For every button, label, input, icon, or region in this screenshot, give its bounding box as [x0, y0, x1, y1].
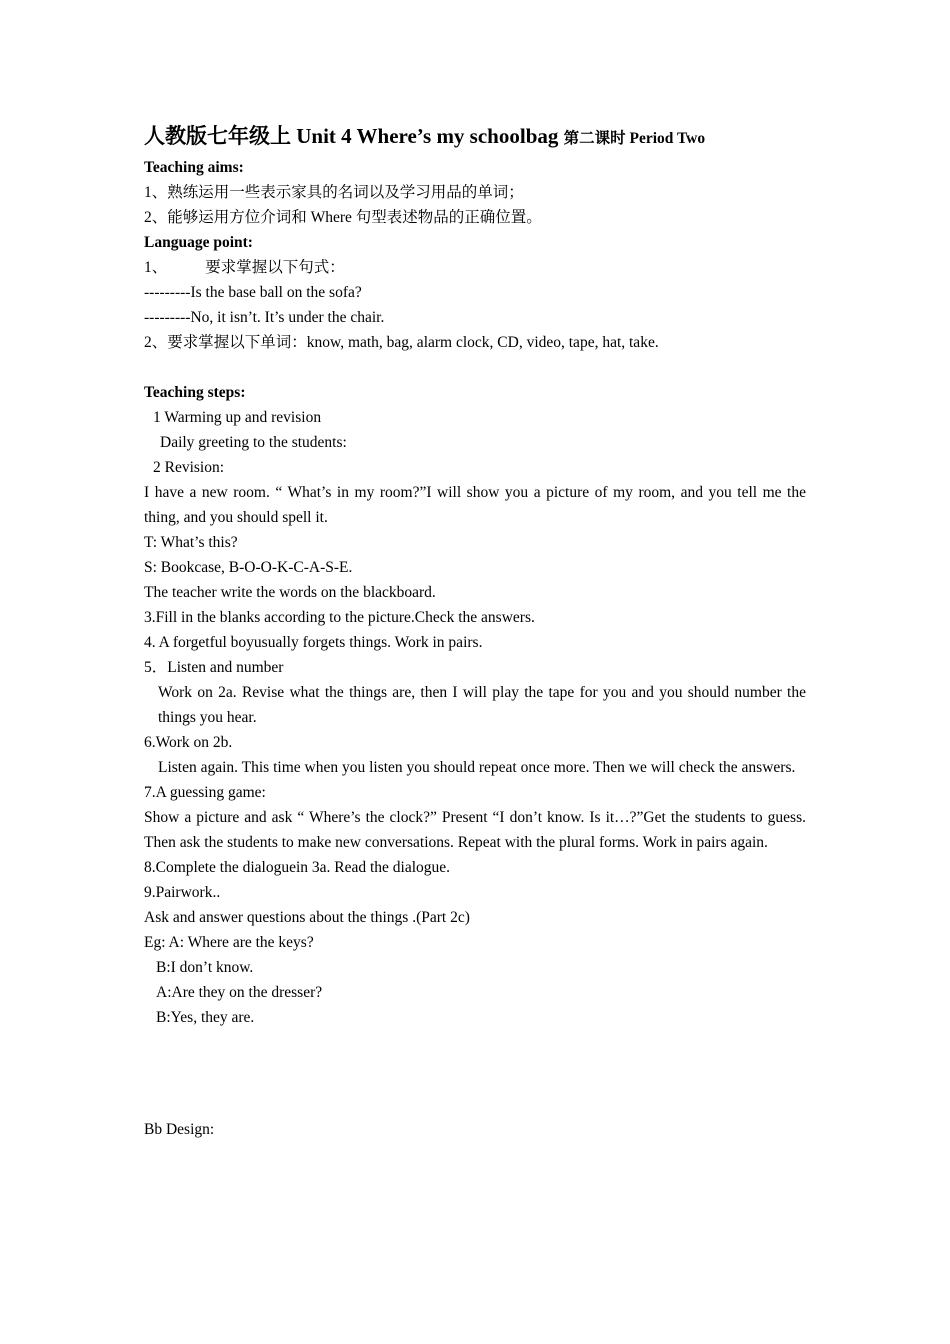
language-item-1 [144, 255, 806, 280]
language-item-2: 2、要求掌握以下单词：know, math, bag, alarm clock, CD, video, tape, hat, take. [144, 334, 659, 351]
dialog-line: ---------Is the base ball on the sofa? [144, 284, 362, 301]
step-1: 1 Warming up and revision [153, 409, 322, 426]
example-line: B:Yes, they are. [156, 1009, 255, 1026]
step-1-detail: Daily greeting to the students: [160, 434, 347, 451]
step-2: 2 Revision: [153, 459, 225, 476]
step-9-detail: Ask and answer questions about the things .(Part 2c) [144, 909, 470, 926]
aims-heading: Teaching aims: [144, 159, 244, 176]
steps-heading: Teaching steps: [144, 384, 246, 401]
example-line: B:I don’t know. [156, 959, 254, 976]
example-line: Eg: A: Where are the keys? [144, 934, 314, 951]
step-3: 3.Fill in the blanks according to the picture.Check the answers. [144, 609, 535, 626]
step-5: 5．Listen and number [144, 659, 284, 676]
language-item-1-number: 1、 [144, 259, 168, 276]
document-page [144, 120, 806, 1142]
step-7-detail: Show a picture and ask “ Where’s the clock?” Present “I don’t know. Is it…?”Get the students to guess. Then ask the students to make new conversations. Repeat with the plural forms. Work in pairs again. [144, 809, 806, 851]
step-4: 4. A forgetful boyusually forgets things. Work in pairs. [144, 634, 483, 651]
step-6-detail: Listen again. This time when you listen you should repeat once more. Then we will check the answers. [158, 759, 796, 776]
step-7: 7.A guessing game: [144, 784, 266, 801]
teacher-question: T: What’s this? [144, 534, 238, 551]
example-line: A:Are they on the dresser? [156, 984, 323, 1001]
title-sub: 第二课时 Period Two [563, 130, 706, 147]
step-9: 9.Pairwork.. [144, 884, 221, 901]
step-5-detail: Work on 2a. Revise what the things are, then I will play the tape for you and you should number the things you hear. [158, 684, 806, 726]
bb-design-heading: Bb Design: [144, 1121, 215, 1138]
document-title [144, 120, 806, 155]
step-8: 8.Complete the dialoguein 3a. Read the dialogue. [144, 859, 451, 876]
title-main: 人教版七年级上 Unit 4 Where’s my schoolbag [144, 124, 564, 148]
language-item-1-text: 要求掌握以下句式： [205, 259, 345, 276]
step-6: 6.Work on 2b. [144, 734, 233, 751]
dialog-line: ---------No, it isn’t. It’s under the chair. [144, 309, 385, 326]
teacher-note: The teacher write the words on the blackboard. [144, 584, 436, 601]
aim-item: 2、能够运用方位介词和 Where 句型表述物品的正确位置。 [144, 209, 542, 226]
aim-item: 1、熟练运用一些表示家具的名词以及学习用品的单词； [144, 184, 524, 201]
language-heading: Language point: [144, 234, 253, 251]
student-answer: S: Bookcase, B-O-O-K-C-A-S-E. [144, 559, 353, 576]
step-2-paragraph: I have a new room. “ What’s in my room?”I will show you a picture of my room, and you tell me the thing, and you should spell it. [144, 484, 806, 526]
